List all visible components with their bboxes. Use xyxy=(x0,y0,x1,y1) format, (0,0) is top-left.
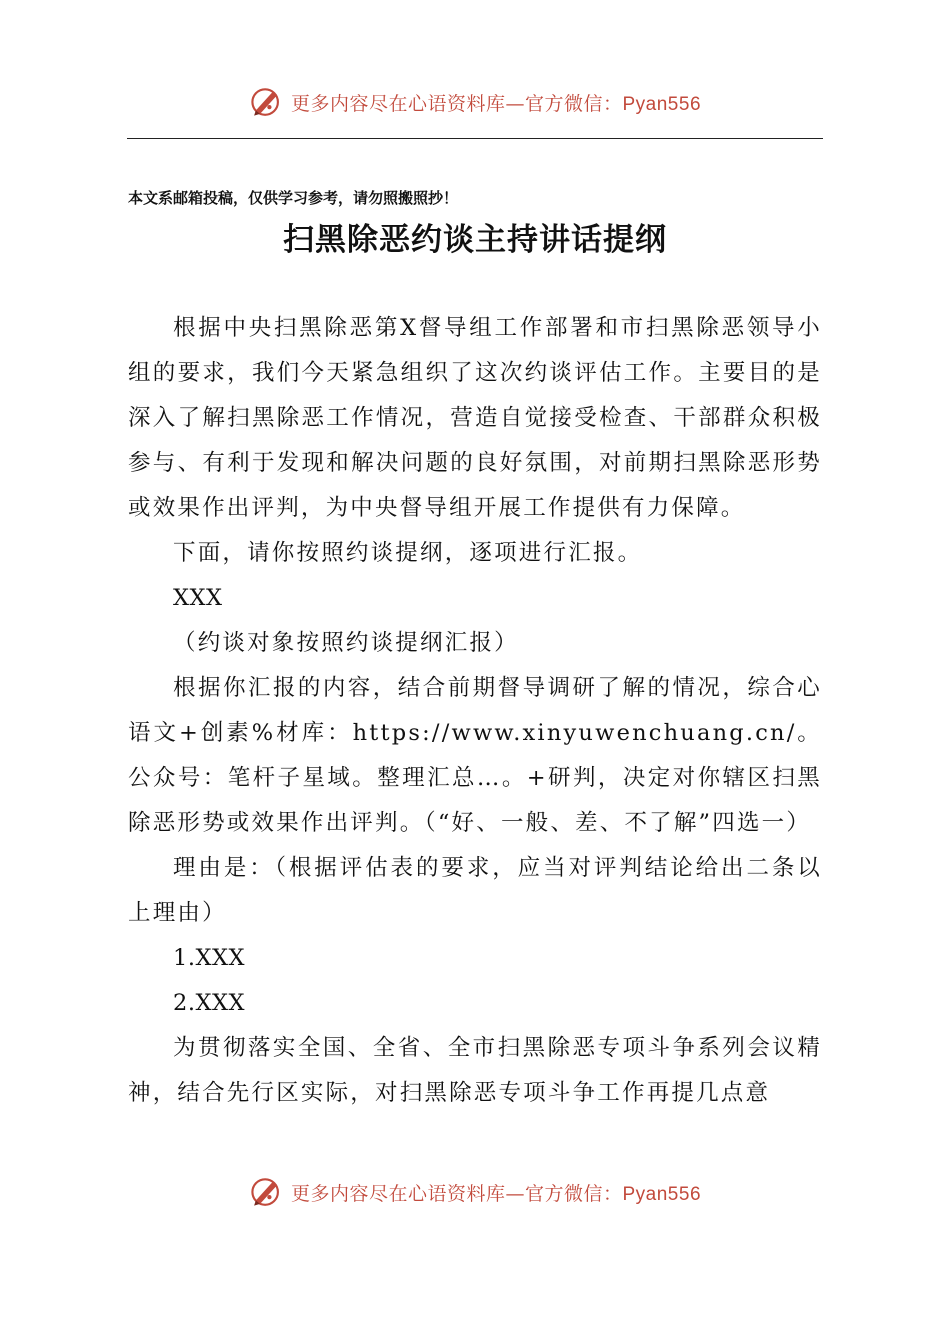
list-item: 1.XXX xyxy=(173,945,246,971)
document-title: 扫黑除恶约谈主持讲话提纲 xyxy=(283,222,667,258)
paragraph: XXX xyxy=(173,585,223,611)
pen-logo-icon xyxy=(249,1175,283,1209)
paragraph: 下面，请你按照约谈提纲，逐项进行汇报。 xyxy=(173,540,643,566)
header-divider xyxy=(127,138,823,139)
paragraph: 根据中央扫黑除恶第X督导组工作部署和市扫黑除恶领导小组的要求，我们今天紧急组织了这次约谈评估工作。主要目的是深入了解扫黑除恶工作情况，营造自觉接受检查、干部群众积极参与、有利于发现和解决问题的良好氛围，对前期扫黑除恶形势或效果作出评判，为中央督导组开展工作提供有力保障。 xyxy=(128,315,822,521)
banner-label: 更多内容尽在心语资料库—官方微信： xyxy=(290,1182,623,1205)
paragraph: （约谈对象按照约谈提纲汇报） xyxy=(173,630,519,656)
document-body xyxy=(128,306,822,1116)
list-item: 2.XXX xyxy=(173,990,246,1016)
banner-wechat-id: Pyan556 xyxy=(622,93,702,115)
banner-wechat-id: Pyan556 xyxy=(622,1183,702,1205)
banner-text xyxy=(291,89,701,116)
footer-banner xyxy=(0,1172,950,1212)
paragraph: 根据你汇报的内容，结合前期督导调研了解的情况，综合心语文+创素%材库：https://www.xinyuwenchuang.cn/。公众号：笔杆子星域。整理汇总…。+研判，决定对你辖区扫黑除恶形势或效果作出评判。（“好、一般、差、不了解”四选一） xyxy=(128,675,822,836)
notice-text: 本文系邮箱投稿，仅供学习参考，请勿照搬照抄！ xyxy=(128,189,459,207)
paragraph: 为贯彻落实全国、全省、全市扫黑除恶专项斗争系列会议精神，结合先行区实际，对扫黑除恶专项斗争工作再提几点意 xyxy=(128,1035,822,1106)
banner-text xyxy=(291,1179,701,1206)
pen-logo-icon xyxy=(249,85,283,119)
header-banner xyxy=(0,82,950,122)
paragraph: 理由是：（根据评估表的要求，应当对评判结论给出二条以上理由） xyxy=(128,855,822,926)
banner-label: 更多内容尽在心语资料库—官方微信： xyxy=(290,92,623,115)
